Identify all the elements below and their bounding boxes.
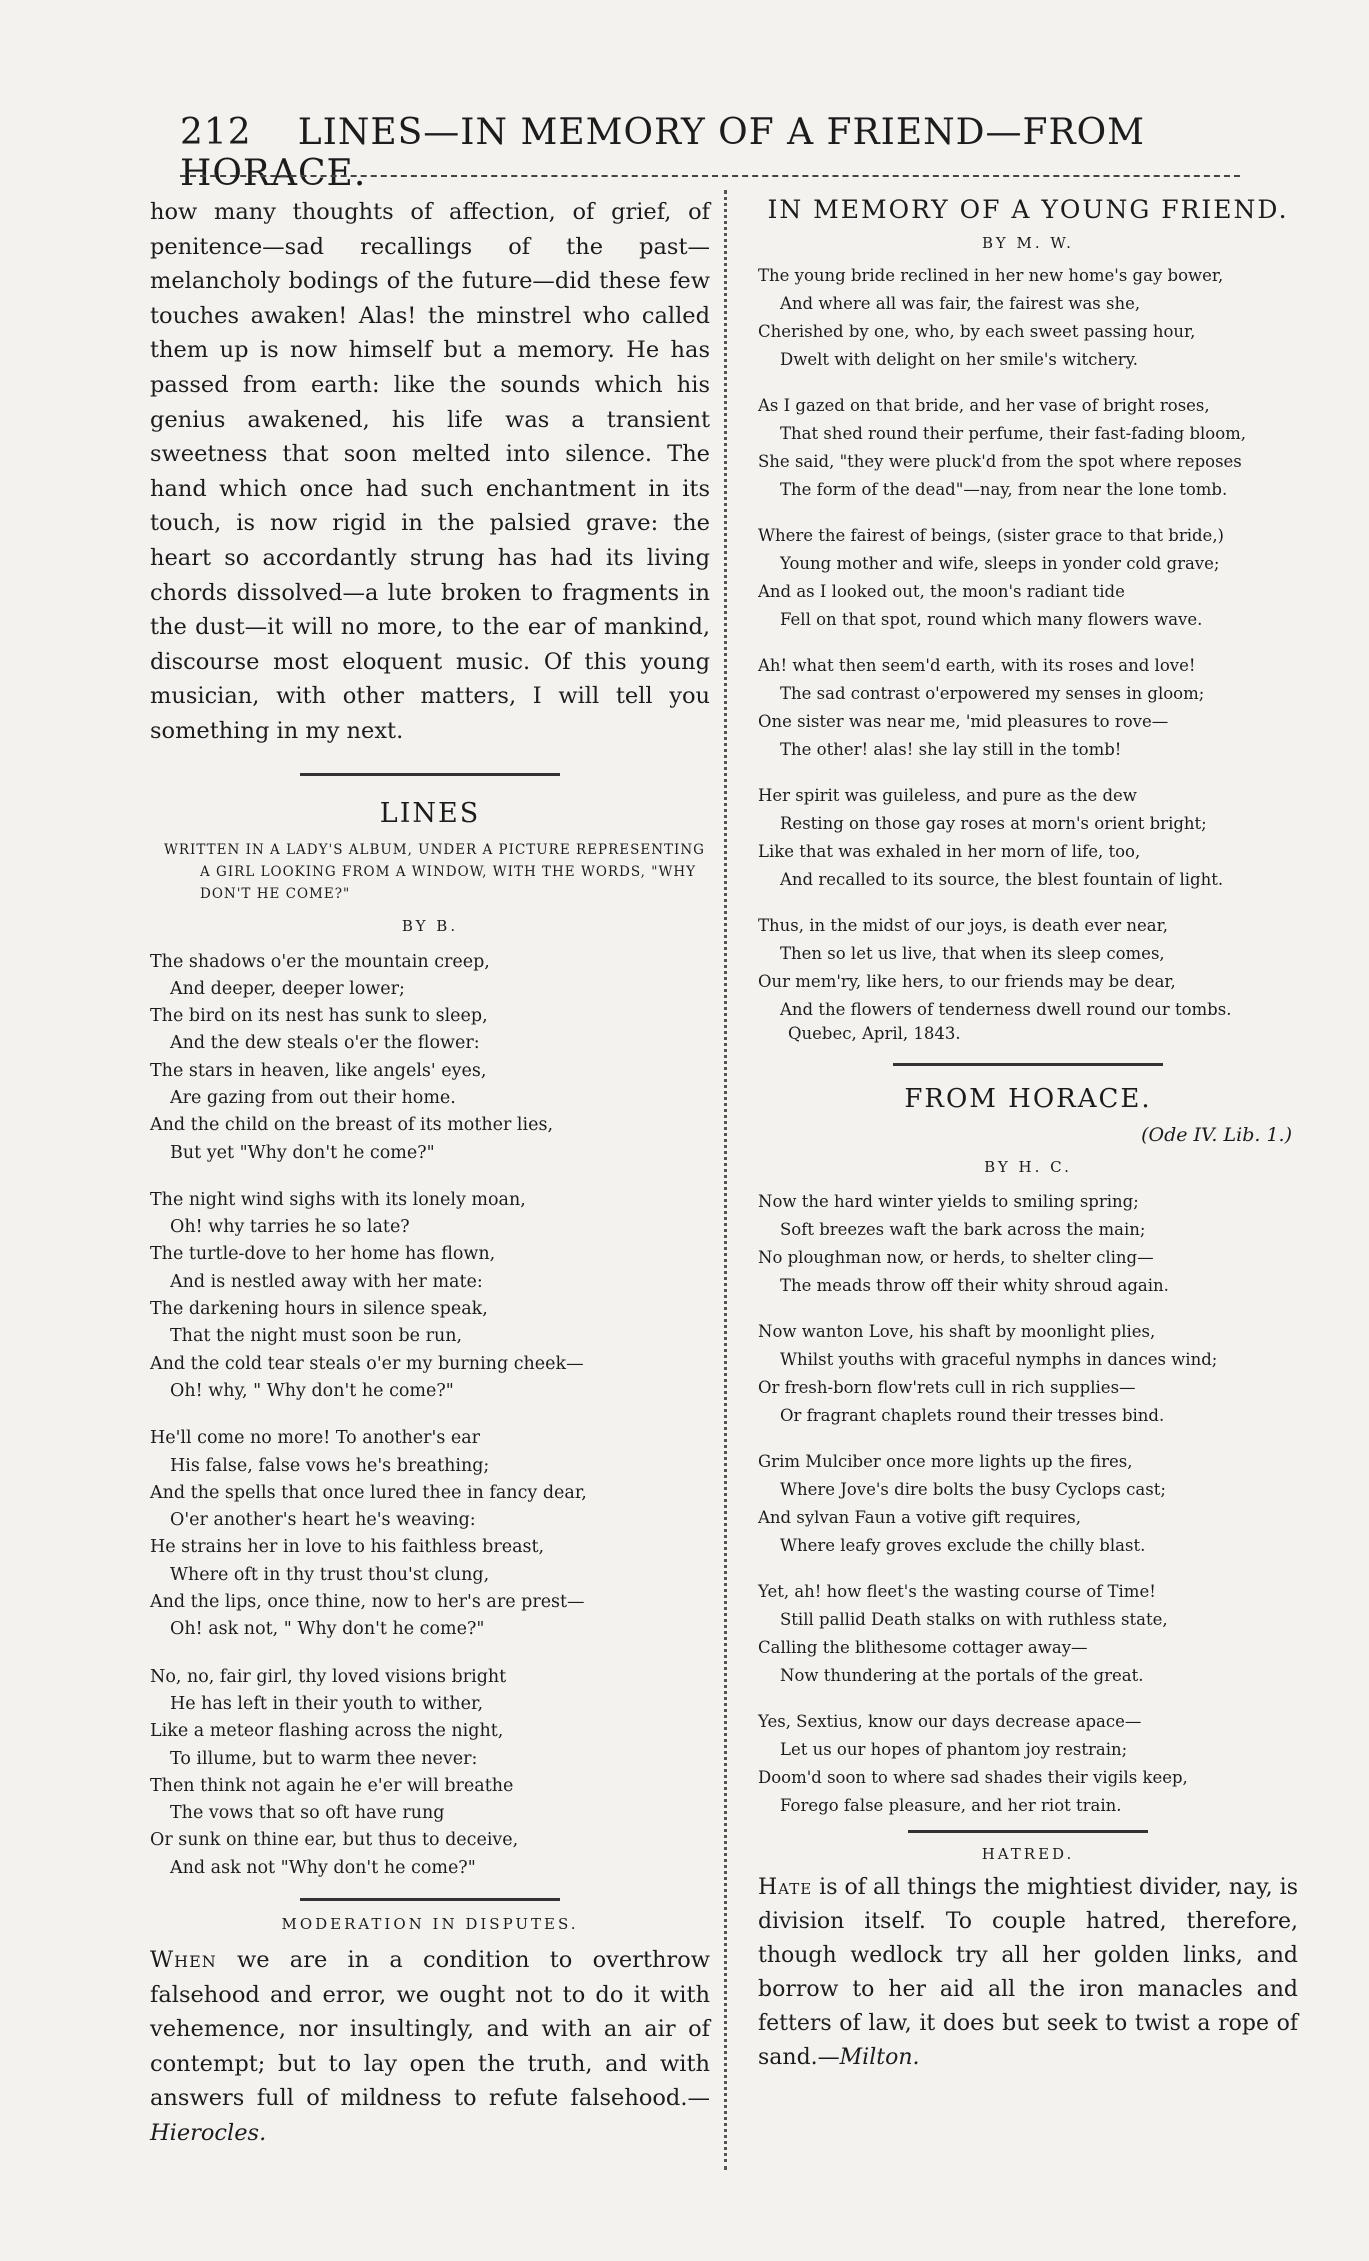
poem-line: Whilst youths with graceful nymphs in dances wind; bbox=[780, 1350, 1218, 1369]
running-title: LINES—IN MEMORY OF A FRIEND—FROM HORACE. bbox=[180, 112, 1145, 194]
stanza bbox=[758, 652, 1298, 764]
header-rule bbox=[180, 175, 1240, 177]
drop-word: When bbox=[150, 1947, 217, 1973]
poem-line: Where Jove's dire bolts the busy Cyclops cast; bbox=[780, 1480, 1166, 1499]
poem-title: LINES bbox=[379, 797, 481, 829]
stanza bbox=[758, 262, 1298, 374]
poem-line: And recalled to its source, the blest fountain of light. bbox=[780, 870, 1224, 889]
poem-line: One sister was near me, 'mid pleasures to rove— bbox=[758, 712, 1169, 731]
poem-line: The meads throw off their whity shroud again. bbox=[780, 1276, 1169, 1295]
poem-line: Thus, in the midst of our joys, is death ever near, bbox=[758, 916, 1168, 935]
stanza bbox=[758, 1188, 1298, 1300]
continuation-paragraph: how many thoughts of affection, of grief, of penitence—sad recallings of the past—melancholy bodings of the future—did these few touches awaken! Alas! the minstrel who called them up is now himself but a memory. He has passed from earth: like the sounds which his genius awakened, his life was a transient sweetness that soon melted into silence. The hand which once had such enchantment in its touch, is now rigid in the palsied grave: the heart so accordantly strung has had its living chords dissolved—a lute broken to fragments in the dust—it will no more, to the ear of mankind, discourse most eloquent music. Of this young musician, with other matters, I will tell you something in my next. bbox=[150, 199, 710, 744]
poem-line: He'll come no more! To another's ear bbox=[150, 1428, 481, 1449]
poem-line: Calling the blithesome cottager away— bbox=[758, 1638, 1088, 1657]
poem-line: Like that was exhaled in her morn of life, too, bbox=[758, 842, 1141, 861]
horace-poem bbox=[758, 1084, 1298, 1820]
stanza bbox=[150, 1425, 710, 1643]
stanza bbox=[150, 1664, 710, 1882]
attribution: Hierocles. bbox=[150, 2119, 267, 2146]
poem-title: IN MEMORY OF A YOUNG FRIEND. bbox=[767, 195, 1289, 224]
stanza bbox=[758, 522, 1298, 634]
poem-line: Like a meteor flashing across the night, bbox=[150, 1721, 504, 1742]
poem-line: The bird on its nest has sunk to sleep, bbox=[150, 1006, 488, 1027]
poem-line: The night wind sighs with its lonely moan, bbox=[150, 1189, 526, 1210]
poem-line: Resting on those gay roses at morn's orient bright; bbox=[780, 814, 1207, 833]
poem-line: His false, false vows he's breathing; bbox=[170, 1455, 490, 1476]
poem-line: Now wanton Love, his shaft by moonlight plies, bbox=[758, 1322, 1156, 1341]
poem-line: Yes, Sextius, know our days decrease apace— bbox=[758, 1712, 1142, 1731]
poem-line: The stars in heaven, like angels' eyes, bbox=[150, 1060, 487, 1081]
poem-line: And sylvan Faun a votive gift requires, bbox=[758, 1508, 1081, 1527]
paragraph-text: we are in a condition to overthrow falsehood and error, we ought not to do it with vehemence, nor insultingly, and with an air of contempt; but to lay open the truth, and with answers full of mildness to refute falsehood.— bbox=[150, 1947, 710, 2112]
section-separator bbox=[893, 1063, 1163, 1066]
poem-line: She said, "they were pluck'd from the spot where reposes bbox=[758, 452, 1242, 471]
paragraph-text: is of all things the mightiest divider, nay, is division itself. To couple hatred, therefore, though wedlock try all her golden links, and borrow to her aid all the iron manacles and fetters of law, it does but seek to twist a rope of sand.— bbox=[758, 1875, 1298, 2070]
poem-line: Then think not again he e'er will breathe bbox=[150, 1775, 514, 1796]
poem-line: Doom'd soon to where sad shades their vigils keep, bbox=[758, 1768, 1188, 1787]
poem-line: Where oft in thy trust thou'st clung, bbox=[170, 1564, 490, 1585]
poem-line: Oh! ask not, " Why don't he come?" bbox=[170, 1619, 485, 1640]
poem-line: To illume, but to warm thee never: bbox=[170, 1748, 478, 1769]
moderation-paragraph bbox=[150, 1943, 710, 2151]
poem-line: The sad contrast o'erpowered my senses in gloom; bbox=[780, 684, 1205, 703]
poem-line: Are gazing from out their home. bbox=[170, 1087, 456, 1108]
poem-line: Fell on that spot, round which many flowers wave. bbox=[780, 610, 1203, 629]
stanza bbox=[758, 1708, 1298, 1820]
poem-line: He strains her in love to his faithless breast, bbox=[150, 1537, 545, 1558]
poem-line: And where all was fair, the fairest was she, bbox=[780, 294, 1141, 313]
poem-line: The shadows o'er the mountain creep, bbox=[150, 951, 490, 972]
poem-line: Now the hard winter yields to smiling spring; bbox=[758, 1192, 1139, 1211]
poem-line: As I gazed on that bride, and her vase of bright roses, bbox=[758, 396, 1210, 415]
section-separator bbox=[908, 1830, 1148, 1833]
poem-line: No, no, fair girl, thy loved visions bright bbox=[150, 1666, 507, 1687]
poem-byline: BY M. W. bbox=[982, 234, 1074, 252]
stanza bbox=[150, 949, 710, 1167]
poem-line: Soft breezes waft the bark across the main; bbox=[780, 1220, 1146, 1239]
stanza bbox=[758, 1578, 1298, 1690]
memory-poem bbox=[758, 195, 1298, 1043]
poem-line: Cherished by one, who, by each sweet passing hour, bbox=[758, 322, 1196, 341]
lines-poem bbox=[150, 798, 710, 1883]
drop-word: Hate bbox=[758, 1875, 813, 1900]
right-column bbox=[758, 195, 1298, 2075]
poem-line: And ask not "Why don't he come?" bbox=[170, 1857, 476, 1878]
stanza bbox=[150, 1187, 710, 1405]
poem-line: O'er another's heart he's weaving: bbox=[170, 1510, 476, 1531]
poem-line: And the cold tear steals o'er my burning cheek— bbox=[150, 1353, 584, 1374]
poem-line: Ah! what then seem'd earth, with its roses and love! bbox=[758, 656, 1196, 675]
poem-line: Still pallid Death stalks on with ruthless state, bbox=[780, 1610, 1168, 1629]
poem-line: Where leafy groves exclude the chilly blast. bbox=[780, 1536, 1146, 1555]
section-separator bbox=[300, 1898, 560, 1901]
poem-line: The vows that so oft have rung bbox=[170, 1803, 445, 1824]
poem-line: Now thundering at the portals of the great. bbox=[780, 1666, 1144, 1685]
poem-line: Or fragrant chaplets round their tresses bind. bbox=[780, 1406, 1165, 1425]
poem-subtitle: WRITTEN IN A LADY'S ALBUM, UNDER A PICTURE REPRESENTING A GIRL LOOKING FROM A WINDOW, WITH THE WORDS, "WHY DON'T HE COME?" bbox=[164, 841, 705, 902]
left-column bbox=[150, 195, 710, 2151]
stanza bbox=[758, 912, 1298, 1024]
stanza bbox=[758, 1318, 1298, 1430]
poem-line: Where the fairest of beings, (sister grace to that bride,) bbox=[758, 526, 1224, 545]
page-number: 212 bbox=[180, 112, 252, 153]
poem-byline: BY H. C. bbox=[984, 1158, 1072, 1176]
poem-title: FROM HORACE. bbox=[904, 1084, 1152, 1114]
poem-line: And the spells that once lured thee in fancy dear, bbox=[150, 1482, 587, 1503]
poem-line: And the lips, once thine, now to her's are prest— bbox=[150, 1592, 585, 1613]
section-separator bbox=[300, 773, 560, 776]
poem-line: The young bride reclined in her new home's gay bower, bbox=[758, 266, 1224, 285]
poem-line: Grim Mulciber once more lights up the fires, bbox=[758, 1452, 1133, 1471]
poem-line: The turtle-dove to her home has flown, bbox=[150, 1244, 496, 1265]
column-divider bbox=[724, 190, 727, 2170]
poem-line: Oh! why, " Why don't he come?" bbox=[170, 1380, 454, 1401]
poem-line: Or fresh-born flow'rets cull in rich supplies— bbox=[758, 1378, 1136, 1397]
poem-line: Let us our hopes of phantom joy restrain; bbox=[780, 1740, 1128, 1759]
section-title: MODERATION IN DISPUTES. bbox=[281, 1915, 579, 1933]
stanza bbox=[758, 782, 1298, 894]
running-head bbox=[180, 112, 1240, 194]
poem-line: And the dew steals o'er the flower: bbox=[170, 1033, 480, 1054]
poem-line: And the child on the breast of its mother lies, bbox=[150, 1115, 554, 1136]
poem-line: The form of the dead"—nay, from near the lone tomb. bbox=[780, 480, 1228, 499]
poem-line: He has left in their youth to wither, bbox=[170, 1693, 484, 1714]
poem-line: Yet, ah! how fleet's the wasting course of Time! bbox=[758, 1582, 1156, 1601]
poem-line: The darkening hours in silence speak, bbox=[150, 1299, 488, 1320]
hatred-paragraph bbox=[758, 1871, 1298, 2075]
poem-line: Forego false pleasure, and her riot train. bbox=[780, 1796, 1122, 1815]
poem-line: Her spirit was guileless, and pure as the dew bbox=[758, 786, 1137, 805]
poem-line: And the flowers of tenderness dwell round our tombs. bbox=[780, 1000, 1232, 1019]
poem-line: And deeper, deeper lower; bbox=[170, 978, 405, 999]
ode-reference: (Ode IV. Lib. 1.) bbox=[1141, 1124, 1292, 1146]
section-title: HATRED. bbox=[981, 1845, 1075, 1863]
poem-line: That the night must soon be run, bbox=[170, 1326, 463, 1347]
poem-line: Then so let us live, that when its sleep comes, bbox=[780, 944, 1165, 963]
poem-line: But yet "Why don't he come?" bbox=[170, 1142, 435, 1163]
place-date: Quebec, April, 1843. bbox=[788, 1024, 961, 1043]
attribution: Milton. bbox=[839, 2045, 920, 2070]
poem-line: And is nestled away with her mate: bbox=[170, 1271, 483, 1292]
poem-line: Or sunk on thine ear, but thus to deceive, bbox=[150, 1830, 519, 1851]
hatred-section bbox=[758, 1845, 1298, 2075]
moderation-section bbox=[150, 1915, 710, 2151]
poem-line: Young mother and wife, sleeps in yonder cold grave; bbox=[780, 554, 1220, 573]
poem-line: That shed round their perfume, their fast-fading bloom, bbox=[780, 424, 1247, 443]
stanza bbox=[758, 392, 1298, 504]
poem-line: The other! alas! she lay still in the tomb! bbox=[780, 740, 1122, 759]
stanza bbox=[758, 1448, 1298, 1560]
poem-line: Dwelt with delight on her smile's witchery. bbox=[780, 350, 1139, 369]
poem-line: Our mem'ry, like hers, to our friends may be dear, bbox=[758, 972, 1176, 991]
poem-line: No ploughman now, or herds, to shelter cling— bbox=[758, 1248, 1154, 1267]
poem-byline: BY B. bbox=[401, 916, 459, 935]
poem-line: And as I looked out, the moon's radiant tide bbox=[758, 582, 1125, 601]
poem-line: Oh! why tarries he so late? bbox=[170, 1217, 410, 1238]
